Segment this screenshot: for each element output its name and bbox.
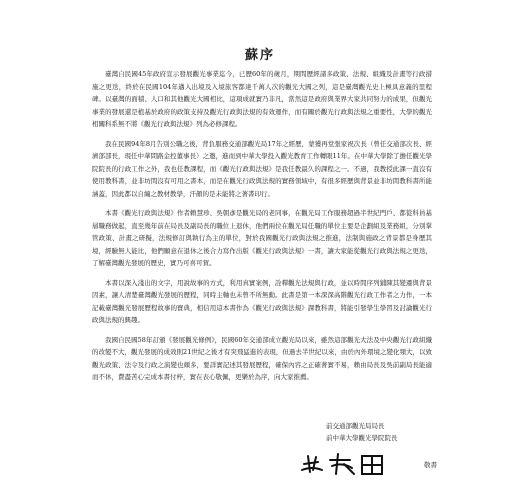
paragraph-1: 臺灣自民國45年政府宣示發展觀光事業迄今，已歷60年的歲月，期間歷經諸多政策、法規、組織及計畫等行政措施之更迭，終於在民國104年邁入出境及入境旅客都達千萬人次的觀光大國之列，這是臺灣觀光史上極具意義的里程碑。以臺灣的面積、人口和其他觀光大國相比，這項成就實乃非凡，當然這是政府與業界大家共同努力的成果，但觀光事業的發展還是植基於政府的政策支持及觀光行政與法規的有效運作，而有關於觀光行政與法規之重要性，大學的觀光相關科系無不將《觀光行政與法規》列為必修課程。 [92,70,432,128]
signature-titles [326,420,446,444]
paragraph-5: 我國自民國58年訂頒《發展觀光條例》，民國60年交通部成立觀光局以來，雖然這部觀光大法及中央觀光行政組織的改變不大，觀光發展的成效則21世紀之後才有突飛猛進的表現，但過去半世紀以來，由於內外環境之變化頻大，以致觀光政策、法令及行政之演變也頗多，要詳實記述其發展歷程，確保內容之正確著實不易，賴由局長及吳前副局長能適而不休，費盡苦心完成本書付梓，實在表心敬佩，更樂於為序，向大家推薦。 [92,335,432,381]
signature-title-2: 前中華大學觀光學院院長 [326,434,398,442]
page-title: 蘇序 [244,48,275,63]
paragraph-3: 本書《觀光行政與法規》作者賴慧珍、吳朝彥是觀光局的老同事，在觀光局工作服務超過半世紀門戶、都從科員基層職務做起，直至幾年前在局長及副局長的職位上退休，他們兩位在觀光局任職的單位主要是企劃組及業務組，分別掌管政策、計畫之研擬，法規修訂與執行為主的單位，對於我國觀光行政與法規之推進，法制與施政之背景都是身歷其境，經驗無人能比，他們願意在退休之後合力寫作出版《觀光行政與法規》一書，讓大家能從觀光行政與法規之更迭，了解臺灣觀光發展的歷史，實乃可喜可賀。 [92,209,432,267]
handwritten-signature [298,448,418,478]
preface-body [92,68,432,391]
paragraph-4: 本書以深入淺出的文字，用說故事的方式，利用真實案例，詮釋觀光法規與行政，並以時間序列鋪陳其變遷與背景因素，讓人清楚臺灣觀光發展的歷程，同時主軸也未曾不所無動。此書是第一本深深高階觀光行政工作者之力作，一本記載臺灣觀光發展歷程故事的寶典，相信用這本書作為《觀光行政與法規》課教科書，將能引發學生學習及討論觀光行政與法規的興趣。 [92,278,432,324]
signature-closing: 敬書 [424,461,437,469]
paragraph-2: 我在民國94年8月告別公職之後，背負服務交通部觀光局17年之經歷，蒙獲再堂張家祝次長（曾任交通部次長、經濟部部長，現任中華問路金控董事長）之邀，進而到中華大學投入觀光教育工作轉眼11年。在中華大學除了擔任觀光學院院長的行政工作之外，我也任教課程，而《觀光行政與法規》是我任教最久的課程之一。不過，我教授此課一直沒有使用教科書，並非坊間沒有可用之書本，而是在觀光行政與法規的實務領域中，有很多經歷與背景並非坊間教科書所能涵蓋，因此都以自編之教材教學，汗顏的是未能將之著書印行。 [92,139,432,198]
signature-title-1: 前交通部觀光局局長 [326,422,385,430]
